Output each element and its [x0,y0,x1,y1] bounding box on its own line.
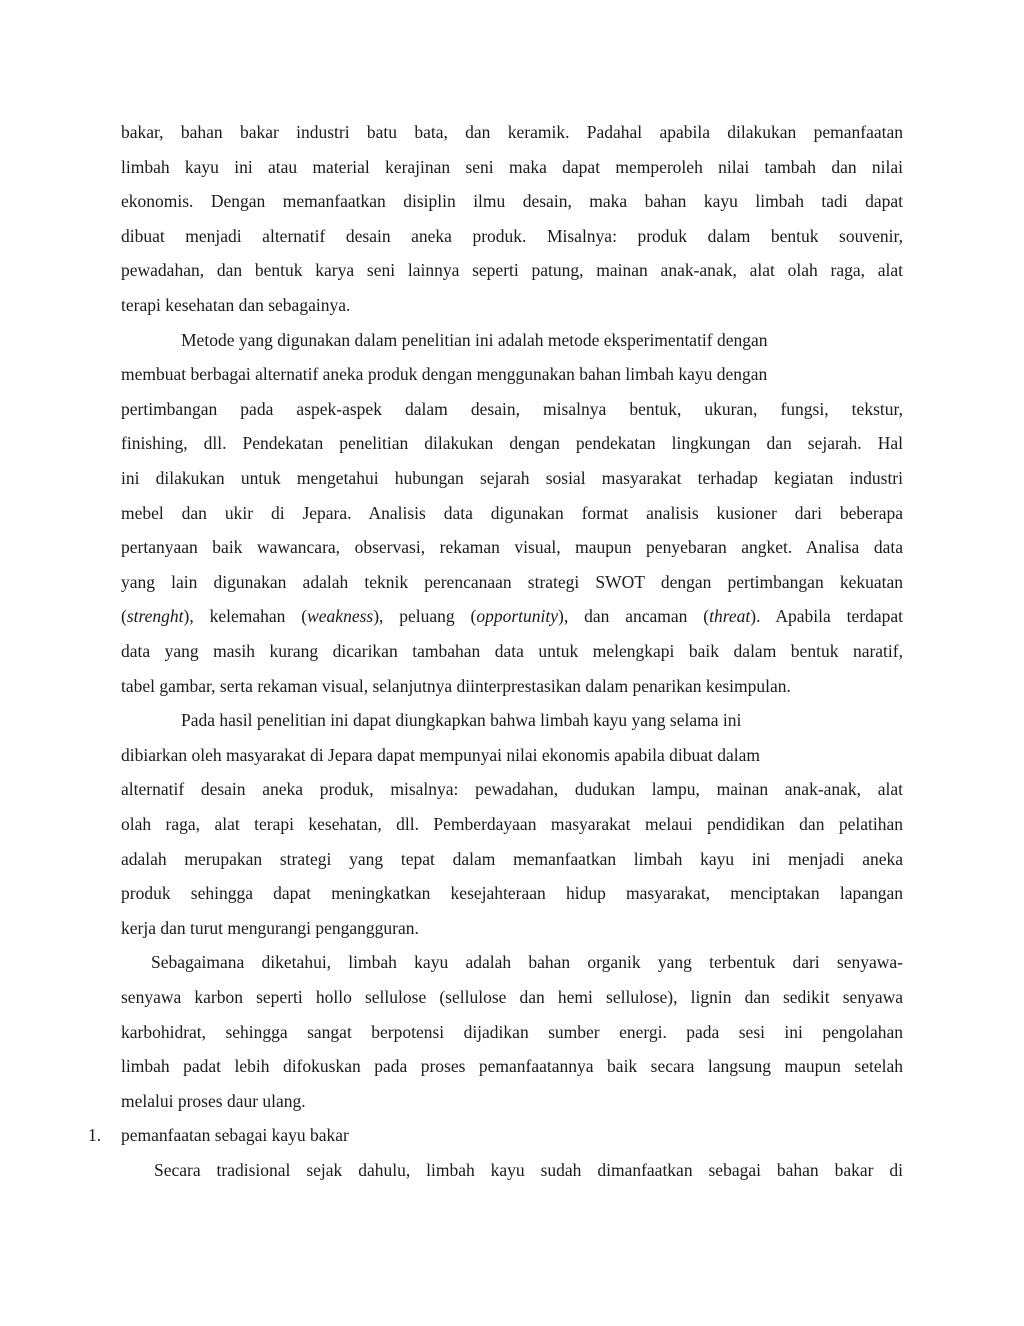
text-line: Secara tradisional sejak dahulu, limbah kayu sudah dimanfaatkan sebagai bahan bakar di [154,1160,903,1180]
text-line: melalui proses daur ulang. [121,1090,306,1111]
text-segment: ), peluang ( [373,606,477,627]
swot-term-weakness: weakness [307,606,374,627]
text-segment: ), kelemahan ( [183,606,308,627]
list-item-text: pemanfaatan sebagai kayu bakar [121,1125,349,1146]
text-line: mebel dan ukir di Jepara. Analisis data digunakan format analisis kusioner dari beberapa [121,502,903,523]
text-segment: ). Apabila terdapat [750,606,903,627]
text-line: kerja dan turut mengurangi pengangguran. [121,917,419,938]
text-line: Sebagaimana diketahui, limbah kayu adalah bahan organik yang terbentuk dari senyawa- [151,952,903,973]
text-line: produk sehingga dapat meningkatkan kesejahteraan hidup masyarakat, menciptakan lapangan [121,883,903,904]
text-line: tabel gambar, serta rekaman visual, selanjutnya diinterprestasikan dalam penarikan kesimpulan. [121,675,791,696]
text-line: ekonomis. Dengan memanfaatkan disiplin ilmu desain, maka bahan kayu limbah tadi dapat [121,191,903,212]
text-line: adalah merupakan strategi yang tepat dalam memanfaatkan limbah kayu ini menjadi aneka [121,848,903,869]
text-segment: ( [121,606,127,627]
text-line: Metode yang digunakan dalam penelitian ini adalah metode eksperimentatif dengan [181,329,768,350]
text-line: limbah kayu ini atau material kerajinan seni maka dapat memperoleh nilai tambah dan nilai [121,156,903,177]
text-line: data yang masih kurang dicarikan tambahan data untuk melengkapi baik dalam bentuk naratif, [121,641,903,661]
text-line: limbah padat lebih difokuskan pada proses pemanfaatannya baik secara langsung maupun setelah [121,1056,903,1077]
swot-term-threat: threat [709,606,751,627]
text-segment: ), dan ancaman ( [558,606,710,627]
list-number: 1. [88,1125,102,1146]
swot-term-opportunity: opportunity [476,606,559,627]
text-line: yang lain digunakan adalah teknik perencanaan strategi SWOT dengan pertimbangan kekuatan [121,571,903,592]
text-line: senyawa karbon seperti hollo sellulose (sellulose dan hemi sellulose), lignin dan sedikit senyawa [121,987,903,1007]
text-line: membuat berbagai alternatif aneka produk dengan menggunakan bahan limbah kayu dengan [121,364,768,385]
text-line: olah raga, alat terapi kesehatan, dll. Pemberdayaan masyarakat melaui pendidikan dan pelatihan [121,814,903,834]
text-line: finishing, dll. Pendekatan penelitian dilakukan dengan pendekatan lingkungan dan sejarah. Hal [121,433,903,454]
text-line: pewadahan, dan bentuk karya seni lainnya seperti patung, mainan anak-anak, alat olah raga, alat [121,260,903,281]
text-line: pertimbangan pada aspek-aspek dalam desain, misalnya bentuk, ukuran, fungsi, tekstur, [121,398,903,419]
text-line: dibuat menjadi alternatif desain aneka produk. Misalnya: produk dalam bentuk souvenir, [121,225,903,246]
swot-line [121,599,903,634]
swot-term-strength: strenght [126,606,184,627]
text-line: bakar, bahan bakar industri batu bata, dan keramik. Padahal apabila dilakukan pemanfaatan [121,122,903,142]
text-line: terapi kesehatan dan sebagainya. [121,295,351,315]
text-line: alternatif desain aneka produk, misalnya: pewadahan, dudukan lampu, mainan anak-anak, alat [121,779,903,800]
text-line: karbohidrat, sehingga sangat berpotensi dijadikan sumber energi. pada sesi ini pengolahan [121,1021,903,1042]
text-line: ini dilakukan untuk mengetahui hubungan sejarah sosial masyarakat terhadap kegiatan industri [121,468,903,488]
text-line: dibiarkan oleh masyarakat di Jepara dapat mempunyai nilai ekonomis apabila dibuat dalam [121,744,761,765]
text-line: Pada hasil penelitian ini dapat diungkapkan bahwa limbah kayu yang selama ini [181,710,742,731]
text-line: pertanyaan baik wawancara, observasi, rekaman visual, maupun penyebaran angket. Analisa data [121,537,903,558]
